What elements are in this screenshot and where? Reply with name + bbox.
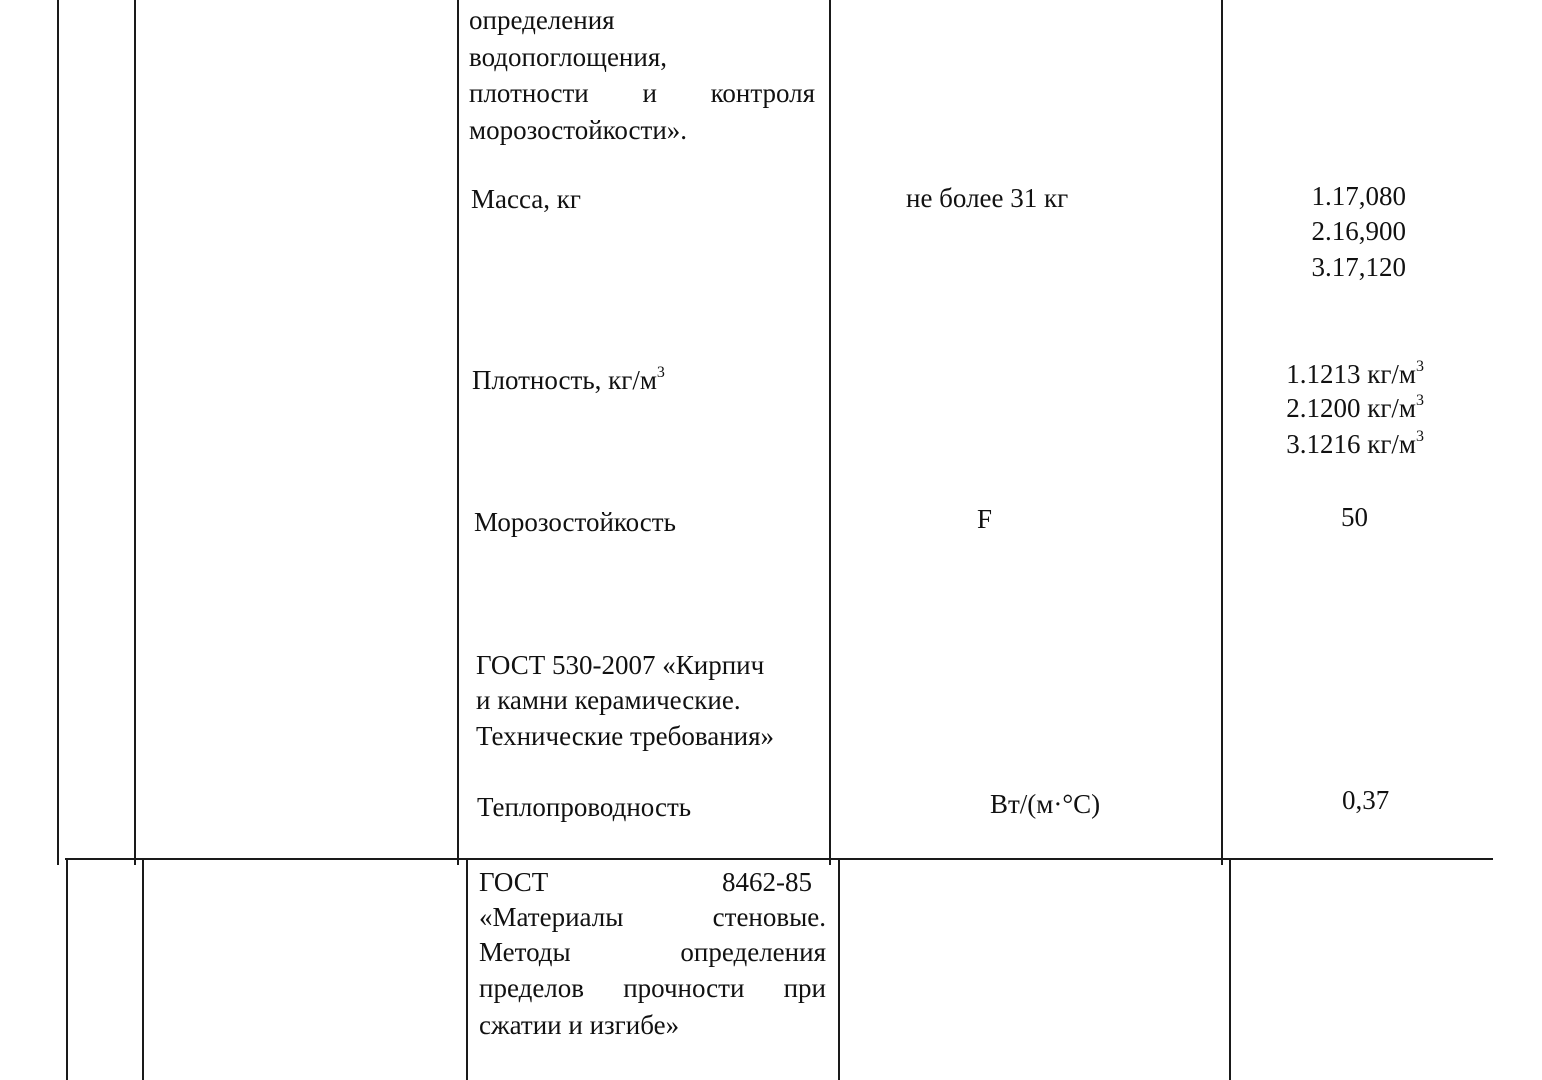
table-row-divider: [65, 858, 1493, 860]
density-value-superscript: 3: [1416, 392, 1424, 409]
mass-value: 3.17,120: [1311, 252, 1406, 282]
frost-value: 50: [1341, 502, 1368, 532]
gost-530-line: ГОСТ 530-2007 «Кирпич: [476, 650, 765, 680]
table-border-col-3-lower: [466, 858, 468, 1080]
density-label: [472, 362, 665, 398]
density-value: [1230, 356, 1424, 392]
method-line: водопоглощения,: [469, 42, 667, 72]
gost-8462-line: Методы определения: [479, 937, 826, 967]
density-value: [1230, 426, 1424, 462]
method-line: определения: [469, 5, 615, 35]
table-border-col-5: [1221, 0, 1223, 865]
gost-8462-word: ГОСТ: [479, 867, 549, 897]
gost-8462-line: сжатии и изгибе»: [479, 1010, 680, 1040]
method-line: морозостойкости».: [469, 115, 688, 145]
density-label-text: Плотность, кг/м: [472, 365, 657, 395]
density-value-text: 2.1200 кг/м: [1286, 393, 1416, 423]
frost-norm: F: [977, 504, 993, 534]
density-value-superscript: 3: [1416, 428, 1424, 445]
density-value-text: 1.1213 кг/м: [1286, 359, 1416, 389]
density-value-text: 3.1216 кг/м: [1286, 429, 1416, 459]
gost-8462-number: 8462-85: [722, 867, 812, 897]
gost-530-line: и камни керамические.: [476, 685, 741, 715]
mass-label: Масса, кг: [471, 184, 581, 214]
gost-530-line: Технические требования»: [476, 721, 775, 751]
table-border-col-4-lower: [838, 858, 840, 1080]
table-border-col-1: [57, 0, 59, 865]
mass-value: 2.16,900: [1311, 216, 1406, 246]
mass-value: 1.17,080: [1311, 181, 1406, 211]
gost-8462-line: «Материалы стеновые.: [479, 902, 826, 932]
table-border-col-1-lower: [66, 858, 68, 1080]
density-label-superscript: 3: [656, 364, 665, 381]
mass-norm: не более 31 кг: [906, 183, 1069, 213]
table-border-col-2-lower: [142, 858, 144, 1080]
method-line: плотности и контроля: [469, 78, 815, 108]
table-border-col-4: [829, 0, 831, 865]
table-border-col-2: [134, 0, 136, 865]
thermal-norm: Вт/(м·°С): [990, 789, 1101, 819]
frost-label: Морозостойкость: [474, 507, 676, 537]
table-border-col-5-lower: [1229, 858, 1231, 1080]
thermal-label: Теплопроводность: [477, 792, 692, 822]
density-value: [1230, 390, 1424, 426]
density-value-superscript: 3: [1416, 358, 1424, 375]
thermal-value: 0,37: [1342, 785, 1390, 815]
gost-8462-line: пределов прочности при: [479, 973, 826, 1003]
table-border-col-3: [457, 0, 459, 865]
